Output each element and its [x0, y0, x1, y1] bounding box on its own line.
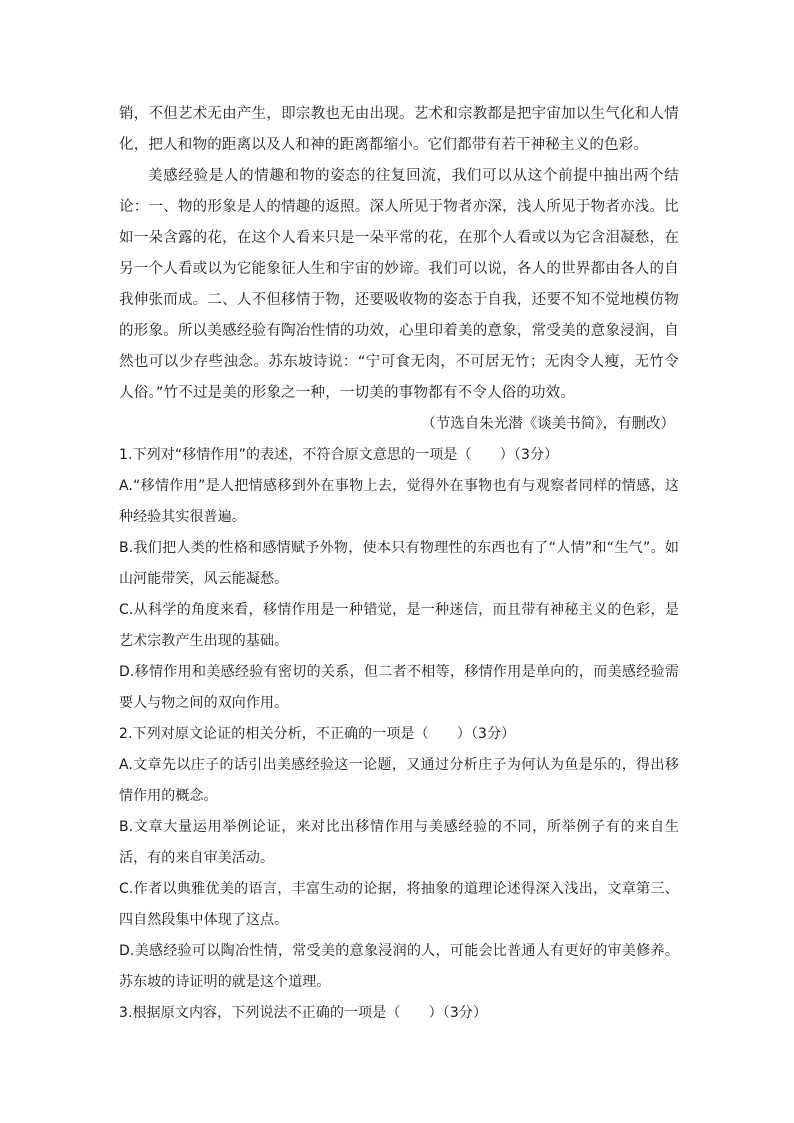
question-1-option-d: D.移情作用和美感经验有密切的关系，但二者不相等，移情作用是单向的，而美感经验需要人与物之间的双向作用。: [119, 664, 679, 711]
question-1-option-a: A.“移情作用”是人把情感移到外在事物上去，觉得外在事物也有与观察者同样的情感，这种经验其实很普遍。: [119, 478, 679, 525]
passage-paragraph-2: 美感经验是人的情趣和物的姿态的往复回流，我们可以从这个前提中抽出两个结论：一、物的形象是人的情趣的返照。深人所见于物者亦深，浅人所见于物者亦浅。比如一朵含露的花，在这个人看来只是一朵平常的花，在那个人看或以为它含泪凝愁，在另一个人看或以为它能象征人生和宇宙的妙谛。我们可以说，各人的世界都由各人的自我伸张而成。二、人不但移情于物，还要吸收物的姿态于自我，还要不知不觉地模仿物的形象。所以美感经验有陶冶性情的功效，心里印着美的意象，常受美的意象浸润，自然也可以少存些浊念。苏东坡诗说：“宁可食无肉，不可居无竹；无肉令人瘦，无竹令人俗。”竹不过是美的形象之一种，一切美的事物都有不令人俗的功效。: [119, 168, 679, 401]
question-1-option-b: B.我们把人类的性格和感情赋予外物，使本只有物理性的东西也有了“人情”和“生气”。如山河能带笑，风云能凝愁。: [119, 540, 679, 587]
question-1-option-c: C.从科学的角度来看，移情作用是一种错觉，是一种迷信，而且带有神秘主义的色彩，是艺术宗教产生出现的基础。: [119, 602, 679, 649]
question-3-stem: 3.根据原文内容，下列说法不正确的一项是（ ）（3分）: [119, 1005, 488, 1021]
document-body: [119, 99, 679, 1029]
question-2-option-b: B.文章大量运用举例论证，来对比出移情作用与美感经验的不同，所举例子有的来自生活，有的来自审美活动。: [119, 819, 679, 866]
passage-source: （节选自朱光潜《谈美书简》，有删改）: [421, 416, 675, 432]
passage-paragraph-1: 销，不但艺术无由产生，即宗教也无由出现。艺术和宗教都是把宇宙加以生气化和人情化，把人和物的距离以及人和神的距离都缩小。它们都带有若干神秘主义的色彩。: [119, 106, 679, 153]
question-2-option-d: D.美感经验可以陶冶性情，常受美的意象浸润的人，可能会比普通人有更好的审美修养。苏东坡的诗证明的就是这个道理。: [119, 943, 679, 990]
question-2-stem: 2.下列对原文论证的相关分析，不正确的一项是（ ）（3分）: [119, 726, 516, 742]
question-2-option-c: C.作者以典雅优美的语言，丰富生动的论据，将抽象的道理论述得深入浅出，文章第三、四自然段集中体现了这点。: [119, 881, 679, 928]
question-1-stem: 1.下列对“移情作用”的表述，不符合原文意思的一项是（ ）（3分）: [119, 447, 559, 463]
question-2-option-a: A.文章先以庄子的话引出美感经验这一论题，又通过分析庄子为何认为鱼是乐的，得出移情作用的概念。: [119, 757, 679, 804]
